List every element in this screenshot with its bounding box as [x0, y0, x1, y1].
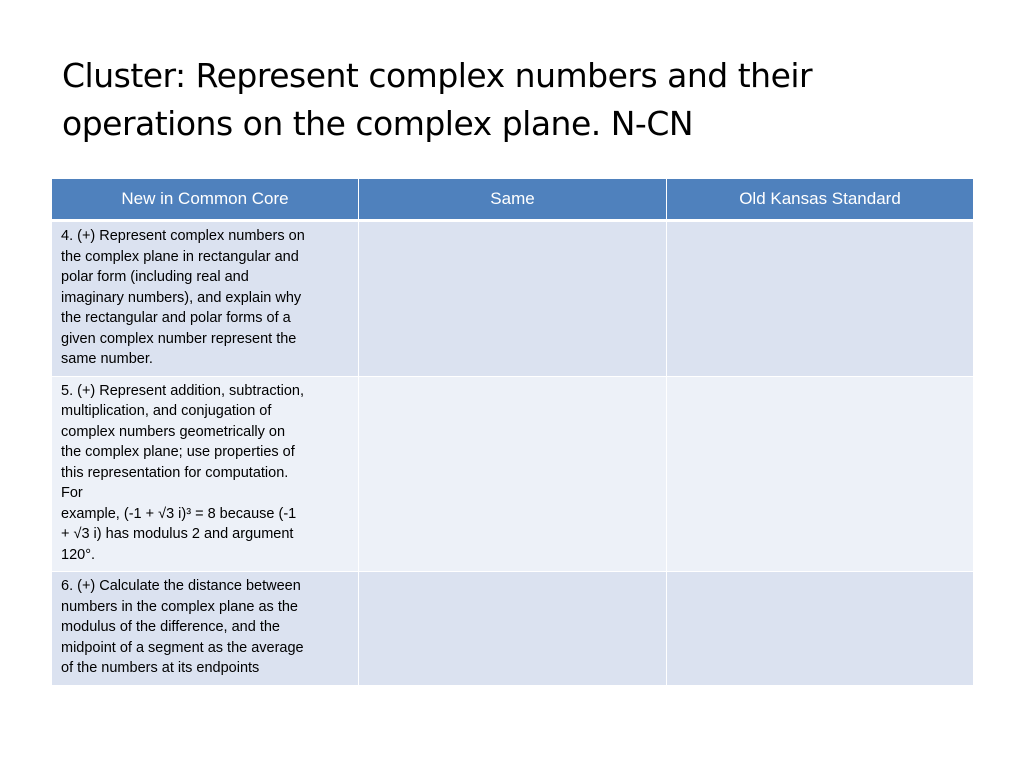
cell-line: 6. (+) Calculate the distance between	[61, 578, 301, 594]
cell-line: 4. (+) Represent complex numbers on	[61, 228, 305, 244]
cell-line: the rectangular and polar forms of a	[61, 310, 291, 326]
cell-line: 120°.	[61, 546, 96, 563]
old-standard-cell	[667, 221, 974, 377]
cell-line: this representation for computation.	[61, 464, 289, 481]
old-standard-cell	[667, 572, 974, 686]
cell-line: + √3 i) has modulus 2 and argument	[61, 526, 294, 542]
table-row	[52, 572, 974, 686]
cell-line: complex numbers geometrically on	[61, 423, 286, 440]
same-cell	[359, 376, 667, 572]
standards-table	[51, 178, 974, 686]
cell-line: numbers in the complex plane as the	[61, 598, 298, 615]
old-standard-cell	[667, 376, 974, 572]
cell-line: midpoint of a segment as the average	[61, 639, 304, 656]
new-standard-cell	[52, 376, 359, 572]
cell-line: 5. (+) Represent addition, subtraction,	[61, 382, 305, 399]
cell-line: of the numbers at its endpoints	[61, 660, 260, 676]
table-row	[52, 221, 974, 377]
cell-line: the complex plane in rectangular and	[61, 248, 299, 265]
new-standard-cell	[52, 221, 359, 377]
cell-line: given complex number represent the	[61, 330, 297, 347]
cell-line: example, (-1 + √3 i)³ = 8 because (-1	[61, 505, 297, 522]
slide-title-line-1: Cluster: Represent complex numbers and their	[62, 56, 813, 95]
slide-title	[62, 52, 982, 148]
table-row	[52, 376, 974, 572]
cell-line: For	[61, 485, 83, 501]
header-old-kansas-standard: Old Kansas Standard	[667, 179, 974, 221]
same-cell	[359, 221, 667, 377]
header-new-in-common-core: New in Common Core	[52, 179, 359, 221]
same-cell	[359, 572, 667, 686]
new-standard-cell	[52, 572, 359, 686]
cell-line: polar form (including real and	[61, 269, 249, 285]
table-header-row	[52, 179, 974, 221]
cell-line: the complex plane; use properties of	[61, 444, 295, 460]
slide-title-line-2: operations on the complex plane. N-CN	[62, 104, 694, 143]
cell-line: same number.	[61, 351, 153, 367]
cell-line: multiplication, and conjugation of	[61, 403, 272, 419]
header-same: Same	[359, 179, 667, 221]
cell-line: imaginary numbers), and explain why	[61, 289, 302, 306]
cell-line: modulus of the difference, and the	[61, 619, 280, 635]
